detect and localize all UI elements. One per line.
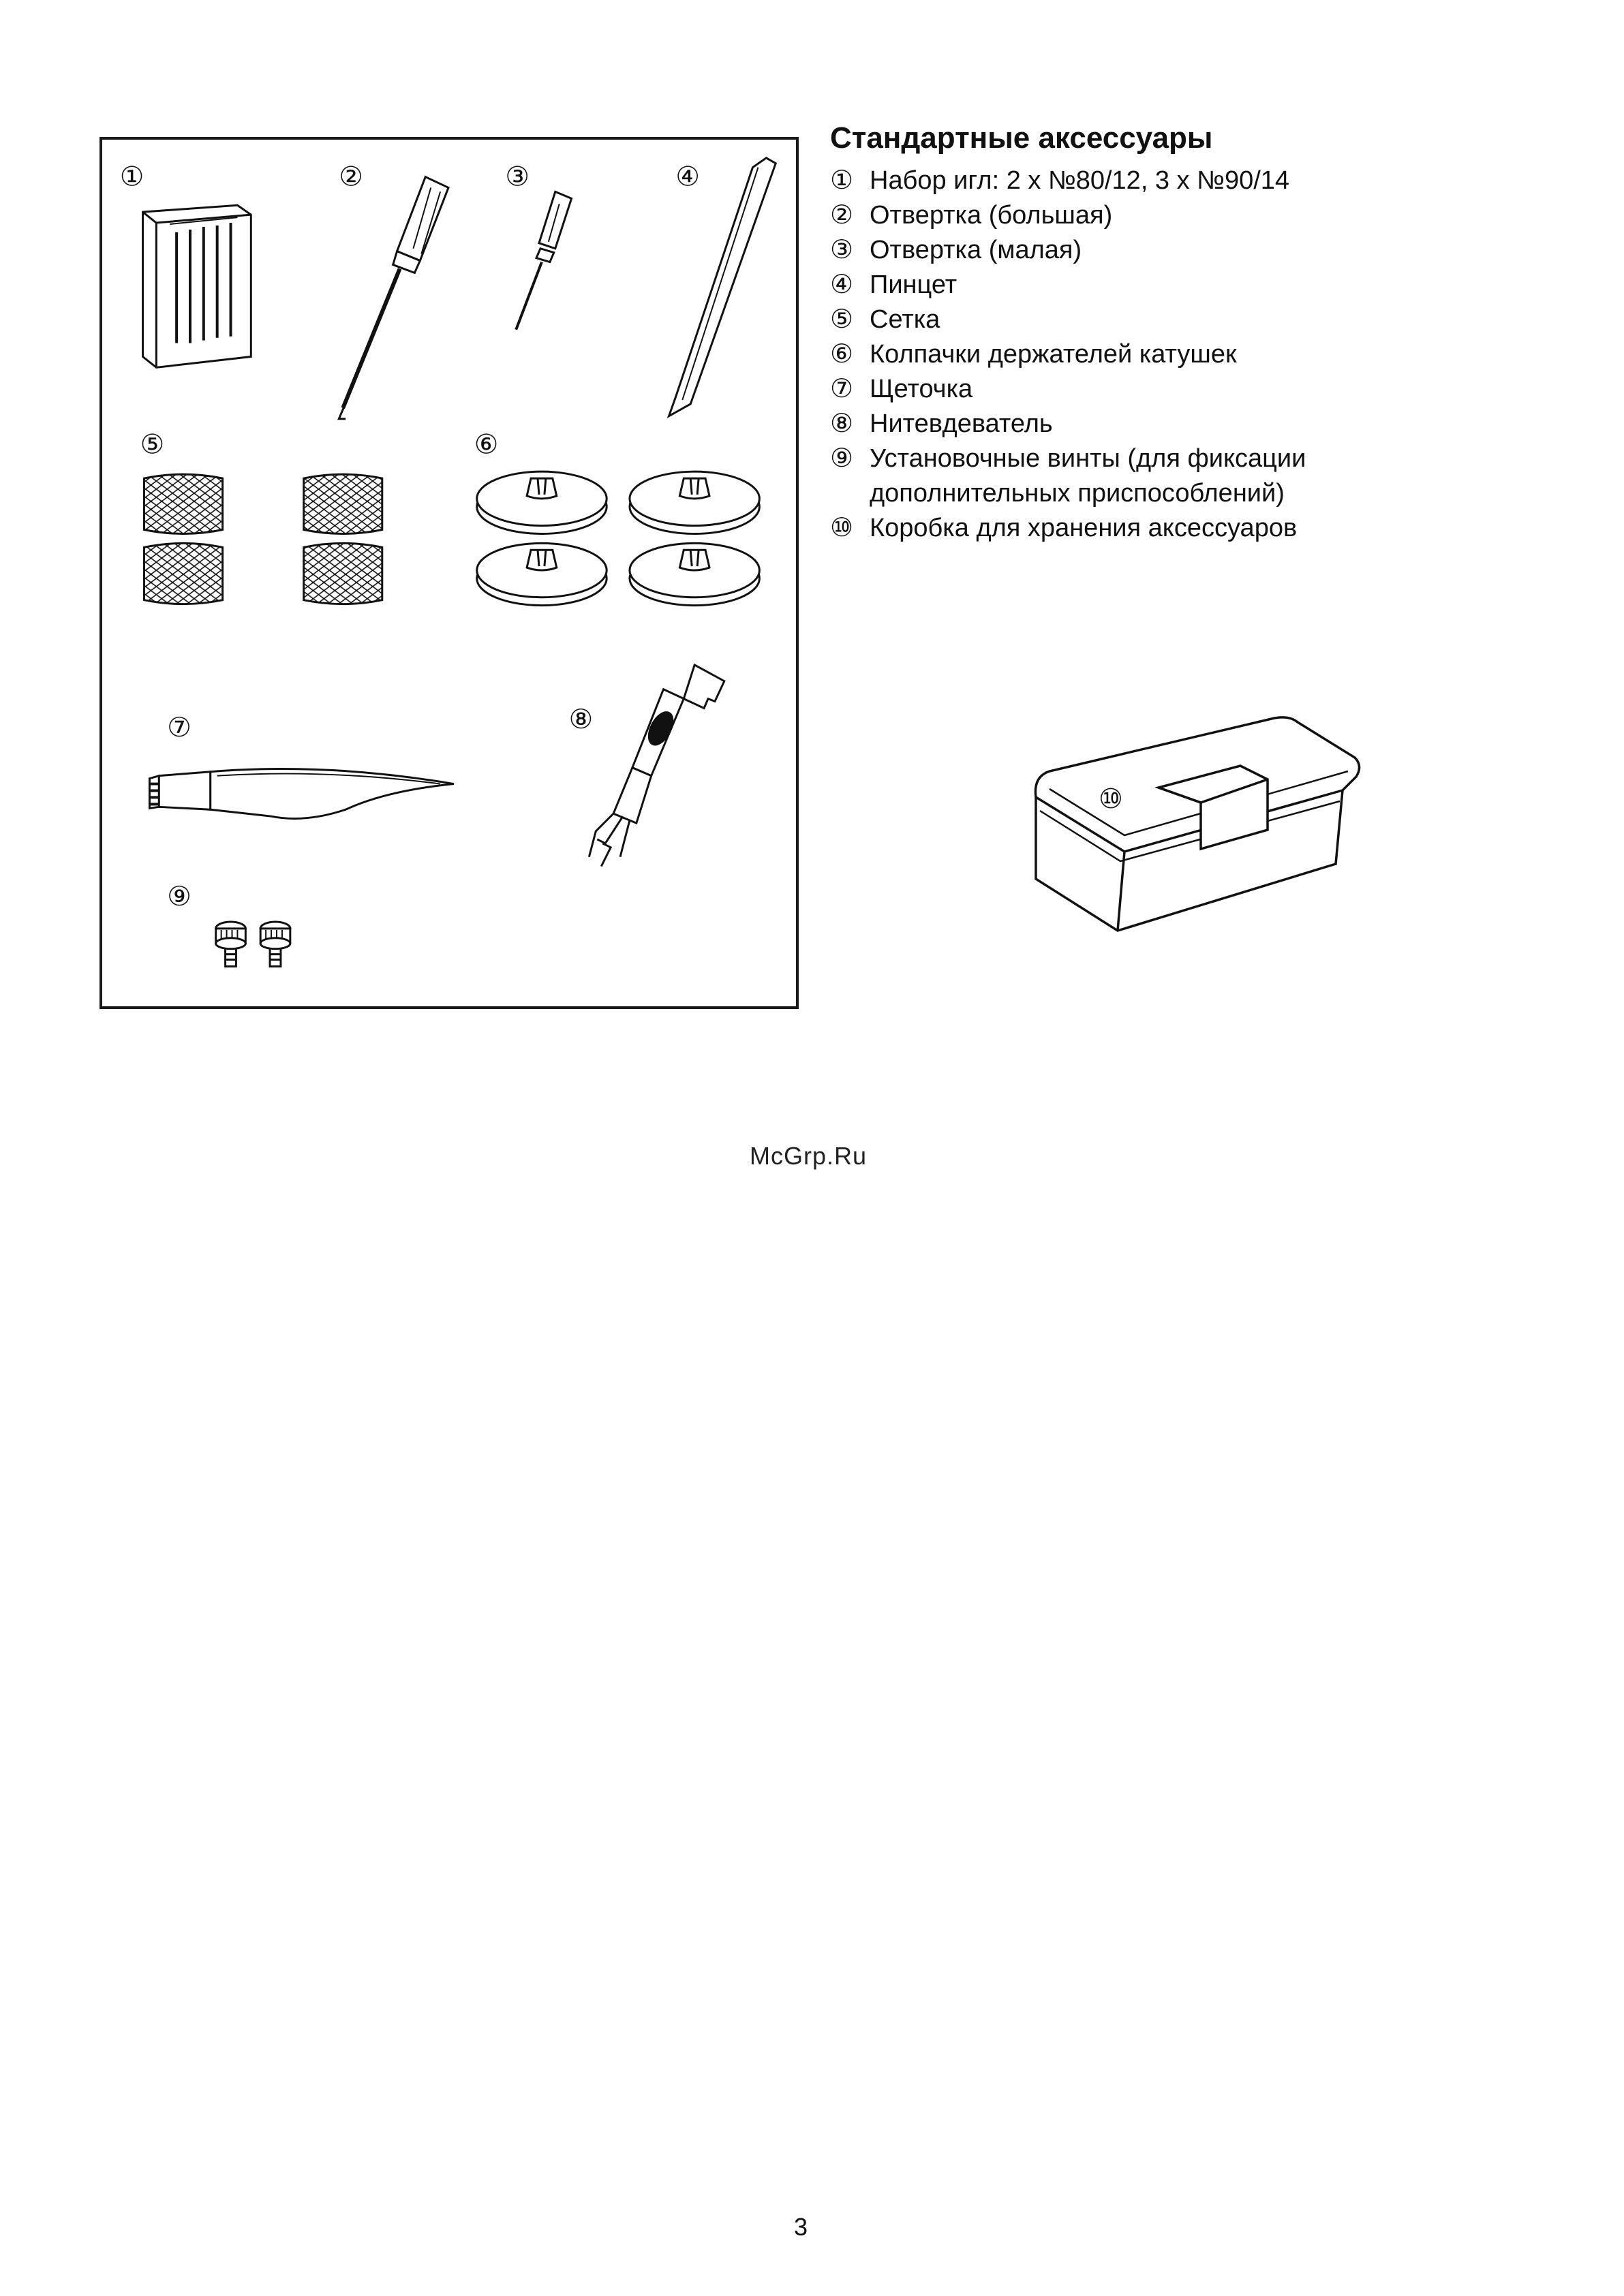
item-text: Колпачки держателей катушек: [870, 340, 1237, 369]
figure-label-9: ⑨: [167, 881, 191, 913]
item-text: Сетка: [870, 305, 940, 334]
item-text: Нитевдеватель: [870, 409, 1053, 438]
needle-threader-icon: [589, 665, 724, 867]
figure-label-4: ④: [675, 161, 700, 193]
list-item: [830, 302, 1512, 337]
item-number: ④: [830, 270, 854, 299]
figure-label-3: ③: [505, 161, 530, 193]
spool-cap-icon: [477, 471, 760, 605]
large-screwdriver-icon: [339, 177, 448, 419]
item-number: ①: [830, 166, 854, 195]
item-text: Отвертка (малая): [870, 236, 1082, 264]
watermark: McGrp.Ru: [750, 1142, 868, 1170]
item-number: ②: [830, 201, 854, 230]
item-number: ⑥: [830, 340, 854, 369]
item-number: ⑩: [830, 514, 854, 542]
list-item: [830, 233, 1512, 268]
section-title: Стандартные аксессуары: [830, 121, 1213, 155]
tweezers-icon: [669, 158, 776, 416]
item-number: ⑧: [830, 409, 854, 438]
list-item: [830, 268, 1512, 302]
small-screwdriver-icon: [516, 191, 571, 329]
accessory-list: [830, 164, 1512, 546]
item-number: ③: [830, 236, 854, 264]
accessory-box-icon: [1022, 709, 1377, 954]
list-item: [830, 337, 1512, 372]
item-number: ⑤: [830, 305, 854, 334]
brush-icon: [149, 769, 453, 818]
figure-label-1: ①: [119, 161, 144, 193]
item-text: Пинцет: [870, 270, 957, 299]
item-text: Установочные винты (для фиксации дополнительных приспособлений): [870, 444, 1306, 508]
item-number: ⑨: [830, 444, 854, 473]
list-item: [830, 441, 1512, 511]
figure-label-10: ⑩: [1099, 784, 1123, 815]
figure-label-8: ⑧: [568, 704, 594, 736]
item-text: Набор игл: 2 х №80/12, 3 х №90/14: [870, 166, 1290, 195]
item-text: Щеточка: [870, 375, 973, 403]
figure-label-5: ⑤: [140, 429, 165, 461]
figure-label-6: ⑥: [474, 429, 499, 461]
accessories-figure: [99, 137, 799, 1009]
list-item: [830, 372, 1512, 407]
list-item: [830, 164, 1512, 198]
item-text: Коробка для хранения аксессуаров: [870, 514, 1298, 542]
figure-label-2: ②: [339, 161, 363, 193]
page-number: 3: [794, 2213, 808, 2241]
item-number: ⑦: [830, 375, 854, 403]
net-icon: [144, 474, 382, 604]
figure-label-7: ⑦: [167, 712, 191, 744]
setscrew-icon: [216, 922, 290, 966]
item-text: Отвертка (большая): [870, 201, 1113, 230]
needle-set-icon: [143, 205, 251, 367]
list-item: [830, 407, 1512, 441]
list-item: [830, 511, 1512, 546]
list-item: [830, 198, 1512, 233]
